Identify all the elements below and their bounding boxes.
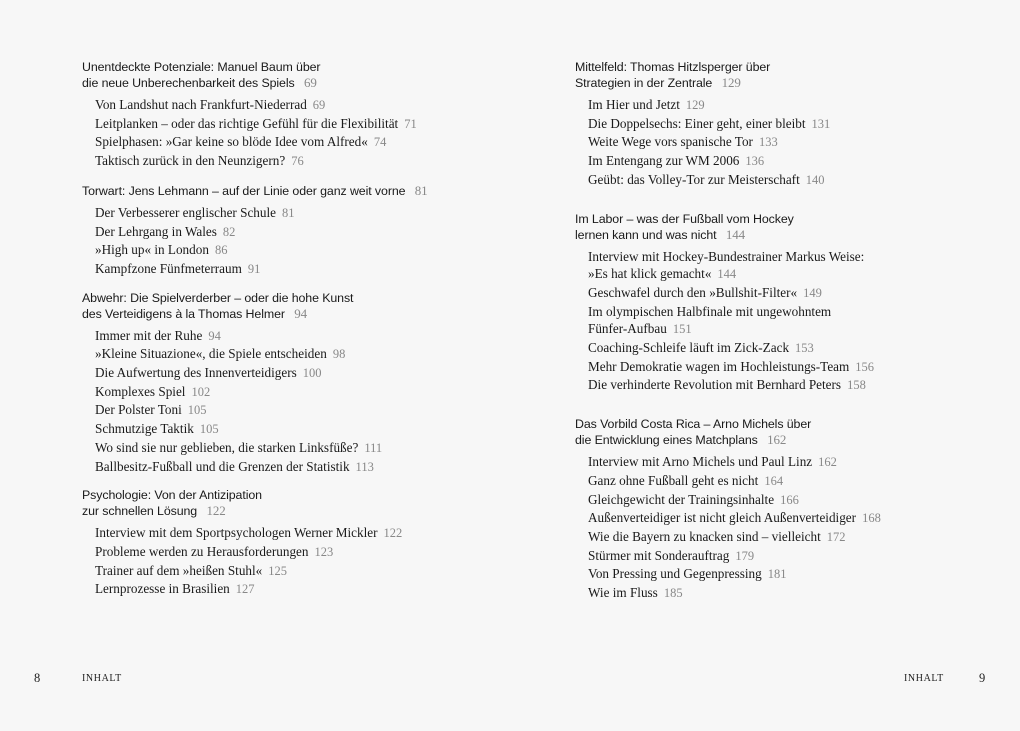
entry-title: Der Polster Toni bbox=[95, 402, 182, 418]
entry-page-number: 158 bbox=[847, 378, 866, 393]
entry-title: Der Lehrgang in Wales bbox=[95, 223, 217, 239]
heading-line: Abwehr: Die Spielverderber – oder die hohe Kunst bbox=[82, 290, 354, 305]
heading-page-number: 69 bbox=[303, 75, 317, 90]
entry-page-number: 81 bbox=[282, 205, 295, 220]
entry-title: Von Pressing und Gegenpressing bbox=[588, 566, 762, 582]
toc-entry bbox=[95, 241, 492, 260]
toc-entry bbox=[588, 453, 995, 472]
toc-entry bbox=[95, 96, 492, 115]
toc-entry bbox=[95, 115, 492, 134]
heading-line: lernen kann und was nicht bbox=[575, 227, 717, 242]
entry-page-number: 86 bbox=[214, 243, 228, 258]
toc-entry bbox=[588, 491, 995, 510]
entry-page-number: 136 bbox=[745, 154, 765, 169]
toc-entry bbox=[588, 303, 995, 339]
entry-page-number: 94 bbox=[208, 328, 221, 343]
entry-title: Im Entengang zur WM 2006 bbox=[588, 153, 740, 169]
entry-title: Der Verbesserer englischer Schule bbox=[95, 204, 277, 220]
toc-entry bbox=[95, 133, 492, 152]
right-page-toc bbox=[575, 60, 995, 615]
toc-entry bbox=[588, 528, 995, 547]
entry-page-number: 179 bbox=[735, 548, 755, 563]
section-heading bbox=[575, 60, 995, 91]
entry-page-number: 71 bbox=[404, 116, 417, 131]
heading-page-number: 122 bbox=[206, 503, 226, 519]
entry-page-number: 111 bbox=[364, 440, 383, 455]
section-heading bbox=[82, 488, 492, 519]
entry-page-number: 133 bbox=[758, 135, 778, 150]
toc-entry bbox=[95, 458, 492, 477]
entry-page-number: 185 bbox=[663, 586, 683, 601]
entry-title: Spielphasen: »Gar keine so blöde Idee vom Alfred« bbox=[95, 134, 368, 150]
entry-title: Die verhinderte Revolution mit Bernhard Peters bbox=[588, 377, 842, 393]
toc-entry bbox=[588, 565, 995, 584]
left-page-toc bbox=[82, 60, 492, 611]
right-running-footer: INHALT bbox=[904, 673, 944, 684]
entry-title: »High up« in London bbox=[95, 242, 209, 258]
left-running-footer: INHALT bbox=[82, 673, 122, 684]
entry-title: Wie im Fluss bbox=[588, 585, 658, 601]
toc-entry bbox=[588, 547, 995, 566]
toc-section-helmer bbox=[82, 291, 492, 477]
entry-page-number: 123 bbox=[314, 544, 334, 559]
section-heading bbox=[82, 183, 492, 199]
entry-title: Geübt: das Volley-Tor zur Meisterschaft bbox=[588, 171, 800, 187]
entry-page-number: 129 bbox=[685, 98, 705, 112]
heading-line: die neue Unberechenbarkeit des Spiels bbox=[82, 76, 295, 90]
entry-title: Ganz ohne Fußball geht es nicht bbox=[588, 472, 759, 488]
heading-line: des Verteidigens à la Thomas Helmer bbox=[82, 306, 285, 321]
entry-title: Probleme werden zu Herausforderungen bbox=[95, 543, 309, 559]
toc-entry bbox=[588, 152, 995, 171]
heading-line: Das Vorbild Costa Rica – Arno Michels über bbox=[575, 417, 812, 432]
entry-title: Stürmer mit Sonderauftrag bbox=[588, 547, 730, 563]
entry-title: »Es hat klick gemacht« bbox=[588, 266, 712, 282]
toc-entry bbox=[95, 345, 492, 364]
entry-page-number: 82 bbox=[222, 224, 236, 239]
toc-entry bbox=[588, 509, 995, 528]
entry-page-number: 156 bbox=[855, 359, 875, 374]
heading-line: Psychologie: Von der Antizipation bbox=[82, 488, 262, 503]
toc-entry bbox=[95, 420, 492, 439]
entry-page-number: 144 bbox=[717, 267, 737, 282]
entry-page-number: 151 bbox=[672, 322, 692, 337]
entry-title: »Kleine Situazione«, die Spiele entscheiden bbox=[95, 346, 327, 362]
entry-title: Trainer auf dem »heißen Stuhl« bbox=[95, 562, 263, 578]
toc-entry bbox=[95, 524, 492, 543]
entry-page-number: 127 bbox=[235, 582, 255, 597]
heading-page-number: 94 bbox=[294, 305, 308, 321]
entry-page-number: 98 bbox=[332, 347, 346, 362]
entry-title: Die Doppelsechs: Einer geht, einer bleibt bbox=[588, 115, 806, 131]
entry-title: Außenverteidiger ist nicht gleich Außenverteidiger bbox=[588, 510, 857, 526]
entry-title: Lernprozesse in Brasilien bbox=[95, 581, 230, 597]
toc-entry bbox=[95, 260, 492, 279]
toc-section-lehmann bbox=[82, 183, 492, 279]
toc-entry bbox=[588, 96, 995, 115]
heading-line: die Entwicklung eines Matchplans bbox=[575, 433, 758, 448]
toc-entry bbox=[95, 223, 492, 242]
toc-entry bbox=[588, 584, 995, 603]
heading-line: zur schnellen Lösung bbox=[82, 504, 198, 519]
entry-title: Weite Wege vors spanische Tor bbox=[588, 134, 753, 150]
toc-section-hitzlsperger bbox=[575, 60, 995, 190]
entry-page-number: 140 bbox=[805, 172, 825, 187]
entry-page-number: 74 bbox=[373, 135, 387, 150]
entry-title: Komplexes Spiel bbox=[95, 383, 186, 399]
toc-entry bbox=[588, 358, 995, 377]
entry-page-number: 168 bbox=[862, 511, 881, 526]
entry-title: Fünfer-Aufbau bbox=[588, 321, 667, 337]
toc-entry bbox=[588, 171, 995, 190]
heading-page-number: 129 bbox=[721, 75, 741, 90]
entry-page-number: 131 bbox=[811, 116, 831, 131]
entry-page-number: 105 bbox=[199, 422, 219, 437]
entry-title: Interview mit Arno Michels und Paul Linz bbox=[588, 454, 813, 470]
entry-page-number: 149 bbox=[803, 285, 822, 300]
toc-entry bbox=[588, 248, 995, 284]
entry-page-number: 172 bbox=[826, 529, 846, 544]
toc-entry bbox=[95, 562, 492, 581]
toc-entry bbox=[95, 327, 492, 346]
entry-title: Taktisch zurück in den Neunzigern? bbox=[95, 153, 286, 169]
toc-section-psychologie bbox=[82, 488, 492, 599]
entry-title: Gleichgewicht der Trainingsinhalte bbox=[588, 491, 775, 507]
toc-entry bbox=[95, 401, 492, 420]
entry-title: Geschwafel durch den »Bullshit-Filter« bbox=[588, 284, 798, 300]
entry-page-number: 76 bbox=[291, 154, 304, 169]
section-heading bbox=[82, 291, 492, 322]
heading-line: Unentdeckte Potenziale: Manuel Baum über bbox=[82, 60, 321, 74]
entry-title: Immer mit der Ruhe bbox=[95, 327, 203, 343]
entry-title: Leitplanken – oder das richtige Gefühl für die Flexibilität bbox=[95, 115, 399, 131]
heading-line: Mittelfeld: Thomas Hitzlsperger über bbox=[575, 60, 771, 74]
entry-page-number: 122 bbox=[383, 526, 403, 541]
toc-section-costa-rica bbox=[575, 417, 995, 603]
entry-title: Kampfzone Fünfmeterraum bbox=[95, 260, 242, 276]
entry-title: Coaching-Schleife läuft im Zick-Zack bbox=[588, 340, 790, 356]
toc-entry bbox=[588, 339, 995, 358]
entry-page-number: 164 bbox=[764, 473, 784, 488]
toc-section-baum bbox=[82, 60, 492, 171]
toc-entry bbox=[95, 439, 492, 458]
entry-page-number: 181 bbox=[767, 567, 787, 582]
entry-title: Von Landshut nach Frankfurt-Niederrad bbox=[95, 97, 307, 112]
heading-line: Im Labor – was der Fußball vom Hockey bbox=[575, 211, 794, 226]
section-heading bbox=[575, 212, 995, 243]
entry-page-number: 153 bbox=[795, 341, 814, 356]
entry-title: Schmutzige Taktik bbox=[95, 421, 194, 437]
heading-page-number: 162 bbox=[767, 432, 787, 448]
left-page-number: 8 bbox=[34, 671, 41, 685]
toc-section-hockey bbox=[575, 212, 995, 396]
entry-title: Ballbesitz-Fußball und die Grenzen der Statistik bbox=[95, 458, 350, 474]
entry-page-number: 102 bbox=[191, 384, 211, 399]
heading-line: Strategien in der Zentrale bbox=[575, 76, 713, 90]
toc-entry bbox=[95, 204, 492, 223]
entry-title: Interview mit Hockey-Bundestrainer Markus Weise: bbox=[588, 248, 865, 264]
toc-entry bbox=[95, 543, 492, 562]
entry-page-number: 100 bbox=[302, 366, 322, 381]
entry-page-number: 125 bbox=[268, 563, 288, 578]
toc-entry bbox=[588, 376, 995, 395]
entry-page-number: 69 bbox=[312, 98, 326, 112]
entry-title: Interview mit dem Sportpsychologen Werner Mickler bbox=[95, 525, 378, 541]
toc-entry bbox=[95, 580, 492, 599]
toc-entry bbox=[588, 284, 995, 303]
entry-page-number: 166 bbox=[780, 492, 799, 507]
section-heading bbox=[82, 60, 492, 91]
entry-title: Im Hier und Jetzt bbox=[588, 97, 680, 112]
entry-title: Wie die Bayern zu knacken sind – vielleicht bbox=[588, 528, 821, 544]
heading-line: Torwart: Jens Lehmann – auf der Linie oder ganz weit vorne bbox=[82, 183, 406, 198]
entry-title: Die Aufwertung des Innenverteidigers bbox=[95, 365, 297, 381]
entry-page-number: 105 bbox=[187, 403, 207, 418]
toc-entry bbox=[588, 115, 995, 134]
toc-entry bbox=[95, 152, 492, 171]
toc-entry bbox=[95, 383, 492, 402]
entry-title: Mehr Demokratie wagen im Hochleistungs-Team bbox=[588, 358, 850, 374]
section-heading bbox=[575, 417, 995, 448]
entry-title: Wo sind sie nur geblieben, die starken Linksfüße? bbox=[95, 439, 359, 455]
entry-title: Im olympischen Halbfinale mit ungewohntem bbox=[588, 303, 832, 319]
entry-page-number: 162 bbox=[818, 455, 837, 470]
entry-page-number: 91 bbox=[247, 261, 261, 276]
toc-entry bbox=[95, 364, 492, 383]
toc-entry bbox=[588, 472, 995, 491]
toc-entry bbox=[588, 133, 995, 152]
right-page-number: 9 bbox=[979, 671, 986, 685]
heading-page-number: 81 bbox=[414, 182, 428, 198]
heading-page-number: 144 bbox=[725, 226, 746, 242]
entry-page-number: 113 bbox=[355, 459, 374, 474]
